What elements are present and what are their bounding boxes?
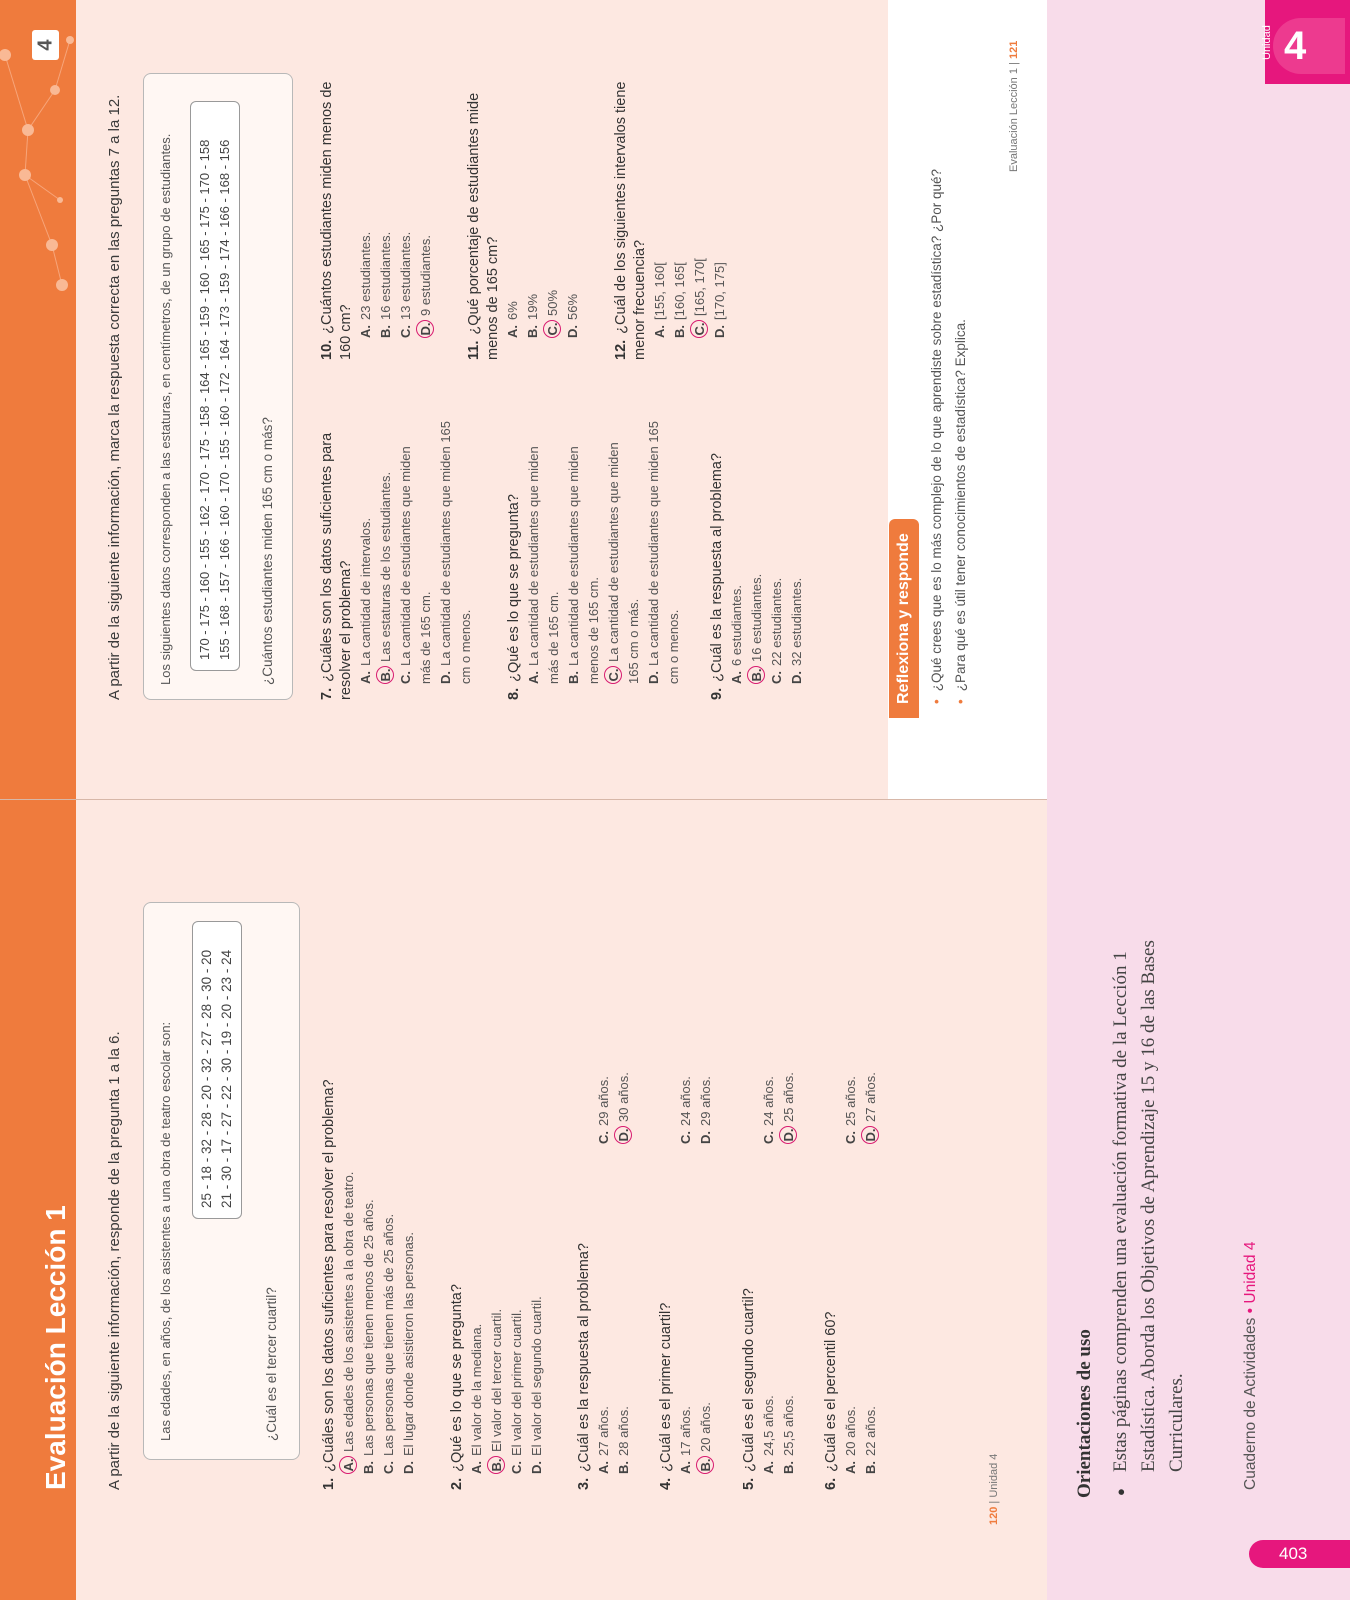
answer-circle-icon: D.: [779, 1126, 797, 1144]
question-7: [318, 420, 476, 700]
option-text: 29 años.: [698, 1076, 713, 1126]
bullet-icon: ●: [1113, 1488, 1128, 1496]
option-letter: C.: [381, 1461, 396, 1474]
answer-circle-icon: D.: [614, 1126, 632, 1144]
right-data-values: [190, 101, 240, 671]
question-text: ¿Cuál es el percentil 60?: [823, 1311, 839, 1472]
option-text: La cantidad de intervalos.: [358, 517, 373, 666]
option-text: La cantidad de estudiantes que miden 165 cm o menos.: [438, 420, 473, 684]
option-letter: B.: [616, 1461, 631, 1474]
option-text: 30 años.: [616, 1072, 631, 1122]
option-letter: A.: [469, 1461, 484, 1474]
question-number: 3.: [576, 1477, 592, 1490]
question-number: 12.: [613, 339, 629, 360]
option-b[interactable]: [861, 1406, 881, 1474]
option-a[interactable]: [339, 890, 359, 1474]
option-b[interactable]: [696, 1402, 716, 1474]
option-text: 25,5 años.: [781, 1395, 796, 1456]
option-text: Las personas que tienen menos de 25 años.: [361, 1199, 376, 1456]
question-5: [740, 890, 801, 1490]
option-text: 16 estudiantes.: [749, 573, 764, 662]
option-text: 17 años.: [678, 1406, 693, 1456]
option-b[interactable]: [376, 80, 396, 338]
option-letter: B.: [781, 1461, 796, 1474]
option-text: [155, 160[: [652, 262, 667, 320]
option-d[interactable]: [779, 1072, 799, 1144]
option-text: El valor del segundo cuartil.: [529, 1296, 544, 1456]
page-121: [0, 0, 1047, 800]
option-d[interactable]: [614, 1072, 634, 1144]
option-text: 19%: [525, 293, 540, 320]
answer-circle-icon: B.: [487, 1456, 505, 1474]
option-b[interactable]: [779, 1395, 799, 1474]
option-b[interactable]: [487, 890, 507, 1474]
question-12: [612, 80, 730, 360]
option-letter: D.: [438, 671, 453, 684]
option-letter: A.: [596, 1461, 611, 1474]
option-letter: C.: [678, 1131, 693, 1144]
option-b[interactable]: [523, 80, 543, 338]
question-9: [708, 420, 807, 700]
question-text: ¿Qué es lo que se pregunta?: [506, 494, 522, 682]
page-number: 403: [1279, 1544, 1308, 1563]
option-letter: A.: [761, 1461, 776, 1474]
option-letter: C.: [769, 671, 784, 684]
option-b[interactable]: [670, 80, 690, 338]
option-d[interactable]: [787, 420, 807, 684]
right-data-question: ¿Cuántos estudiantes miden 165 cm o más?: [260, 417, 275, 685]
option-a[interactable]: [759, 1395, 779, 1474]
option-d[interactable]: [696, 1076, 716, 1144]
option-letter: B.: [672, 325, 687, 338]
option-text: El lugar donde asistieron las personas.: [401, 1231, 416, 1456]
page-number-pill: [1249, 1540, 1350, 1568]
question-3: [575, 890, 636, 1490]
option-letter: B.: [361, 1461, 376, 1474]
option-text: 27 años.: [596, 1406, 611, 1456]
option-d[interactable]: [527, 890, 547, 1474]
option-text: Las edades de los asistentes a la obra de teatro.: [341, 1171, 356, 1452]
option-a[interactable]: [524, 420, 564, 684]
option-letter: D.: [529, 1461, 544, 1474]
option-d[interactable]: [861, 1072, 881, 1144]
question-number: 11.: [466, 340, 482, 360]
option-d[interactable]: [710, 80, 730, 338]
option-a[interactable]: [594, 1406, 614, 1474]
option-text: 6 estudiantes.: [729, 585, 744, 666]
option-c[interactable]: [676, 1076, 696, 1144]
notes-heading: Orientaciones de uso: [1074, 1329, 1095, 1498]
option-text: El valor del tercer cuartil.: [489, 1308, 504, 1452]
option-letter: B.: [863, 1461, 878, 1474]
question-number: 7.: [319, 687, 335, 700]
option-text: La cantidad de estudiantes que miden 165 cm o más.: [606, 442, 641, 684]
option-text: [170, 175]: [712, 262, 727, 320]
right-data-row-2: 155 - 168 - 157 - 166 - 160 - 170 - 155 - 160 - 172 - 164 - 173 - 159 - 174 - 166 - 168 - 156: [217, 139, 232, 660]
answer-circle-icon: B.: [747, 666, 765, 684]
left-data-lead: Las edades, en años, de los asistentes a una obra de teatro escolar son:: [158, 1021, 173, 1441]
option-a[interactable]: [676, 1406, 696, 1474]
reflexiona-title: Reflexiona y responde: [889, 519, 919, 718]
question-text: ¿Cuál de los siguientes intervalos tiene menor frecuencia?: [613, 81, 648, 360]
option-a[interactable]: [650, 80, 670, 338]
reflexiona-item-text: ¿Para qué es útil tener conocimientos de estadística? Explica.: [953, 319, 968, 692]
answer-circle-icon: C.: [604, 666, 622, 684]
unit-badge-number: 4: [1284, 24, 1307, 68]
option-text: 6%: [505, 301, 520, 320]
question-number: 9.: [709, 687, 725, 700]
notes-line: Curriculares.: [1166, 1373, 1187, 1472]
question-text: ¿Cuál es el segundo cuartil?: [741, 1288, 757, 1472]
notes-bullet: [1107, 940, 1191, 1472]
left-data-question: ¿Cuál es el tercer cuartil?: [264, 1287, 279, 1441]
right-data-lead: Los siguientes datos corresponden a las estaturas, en centímetros, de un grupo de estudiantes.: [158, 133, 173, 685]
option-d[interactable]: [436, 420, 476, 684]
page-title: Evaluación Lección 1: [40, 1205, 71, 1490]
unit-label: Unidad 4: [1242, 1241, 1259, 1304]
page-footer-label: Unidad 4: [988, 1453, 1000, 1498]
question-1: [320, 890, 419, 1490]
bullet-icon: •: [929, 699, 944, 704]
option-text: 27 años.: [863, 1072, 878, 1122]
page-footer-left: 120 | Unidad 4: [988, 1453, 1000, 1525]
option-a[interactable]: [356, 80, 376, 338]
option-letter: D.: [698, 1131, 713, 1144]
option-text: 20 años.: [698, 1402, 713, 1452]
question-number: 10.: [319, 339, 335, 360]
option-text: La cantidad de estudiantes que miden 165 cm o menos.: [646, 420, 681, 684]
option-d[interactable]: [563, 80, 583, 338]
strip-unit-number: 4: [34, 39, 57, 51]
question-10: [318, 80, 436, 360]
answer-circle-icon: C.: [690, 320, 708, 338]
option-a[interactable]: [467, 890, 487, 1474]
bullet-icon: •: [953, 699, 968, 704]
option-c[interactable]: [690, 80, 710, 338]
teacher-notes-panel: [1047, 0, 1350, 1600]
option-a[interactable]: [356, 420, 376, 684]
book-title: Cuaderno de Actividades: [1242, 1317, 1259, 1490]
question-11: [465, 80, 583, 360]
option-text: 16 estudiantes.: [378, 231, 393, 320]
option-c[interactable]: [594, 1076, 614, 1144]
reflexiona-list: [925, 4, 973, 704]
option-letter: D.: [712, 325, 727, 338]
option-letter: D.: [789, 671, 804, 684]
answer-circle-icon: D.: [416, 320, 434, 338]
option-letter: B.: [566, 671, 581, 684]
option-text: 29 años.: [596, 1076, 611, 1126]
left-data-box: [143, 902, 300, 1460]
reflexiona-item: [949, 4, 973, 704]
option-d[interactable]: [416, 80, 436, 338]
option-letter: C.: [398, 671, 413, 684]
option-text: 24 años.: [761, 1076, 776, 1126]
option-letter: C.: [509, 1461, 524, 1474]
option-text: 28 años.: [616, 1406, 631, 1456]
option-letter: D.: [565, 325, 580, 338]
option-letter: A.: [652, 325, 667, 338]
option-text: El valor de la mediana.: [469, 1323, 484, 1456]
left-data-values: [192, 921, 242, 1219]
reflexiona-item-text: ¿Qué crees que es lo más complejo de lo que aprendiste sobre estadística? ¿Por qué?: [929, 168, 944, 692]
option-text: La cantidad de estudiantes que miden más de 165 cm.: [398, 446, 433, 684]
option-letter: B.: [525, 325, 540, 338]
option-c[interactable]: [604, 420, 644, 684]
option-d[interactable]: [399, 890, 419, 1474]
page-number: 120: [988, 1506, 1000, 1525]
option-c[interactable]: [379, 890, 399, 1474]
right-data-box: [143, 73, 293, 700]
option-c[interactable]: [396, 420, 436, 684]
question-text: ¿Qué es lo que se pregunta?: [449, 1284, 465, 1472]
right-intro: A partir de la siguiente información, marca la respuesta correcta en las preguntas 7 a la 12.: [106, 94, 123, 700]
question-text: ¿Cuál es la respuesta al problema?: [576, 1243, 592, 1472]
option-text: 24,5 años.: [761, 1395, 776, 1456]
option-b[interactable]: [747, 420, 767, 684]
question-number: 1.: [321, 1477, 337, 1490]
option-c[interactable]: [759, 1076, 779, 1144]
option-text: 50%: [545, 289, 560, 316]
option-b[interactable]: [614, 1406, 634, 1474]
question-text: ¿Qué porcentaje de estudiantes mide menos de 165 cm?: [466, 92, 501, 360]
option-text: 56%: [565, 293, 580, 320]
question-text: ¿Cuáles son los datos suficientes para resolver el problema?: [321, 1079, 337, 1472]
option-b[interactable]: [564, 420, 604, 684]
question-2: [448, 890, 547, 1490]
option-letter: C.: [596, 1131, 611, 1144]
right-data-row-1: 170 - 175 - 160 - 155 - 162 - 170 - 175 - 158 - 164 - 165 - 159 - 160 - 165 - 175 - 170 - 158: [197, 139, 212, 660]
option-text: 32 estudiantes.: [789, 577, 804, 666]
option-a[interactable]: [503, 80, 523, 338]
question-text: ¿Cuáles son los datos suficientes para resolver el problema?: [319, 432, 354, 700]
option-c[interactable]: [543, 80, 563, 338]
question-text: ¿Cuál es el primer cuartil?: [658, 1302, 674, 1472]
option-text: 25 años.: [843, 1076, 858, 1126]
option-text: 20 años.: [843, 1406, 858, 1456]
separator: •: [1242, 1307, 1259, 1314]
option-letter: A.: [358, 671, 373, 684]
question-text: ¿Cuántos estudiantes miden menos de 160 cm?: [319, 81, 354, 360]
answer-circle-icon: C.: [543, 320, 561, 338]
option-text: [160, 165[: [672, 262, 687, 320]
left-intro: A partir de la siguiente información, responde de la pregunta 1 a la 6.: [106, 1031, 123, 1490]
option-text: La cantidad de estudiantes que miden más de 165 cm.: [526, 446, 561, 684]
reflexiona-item: [925, 4, 949, 704]
answer-circle-icon: A.: [339, 1456, 357, 1474]
notes-footer: [1242, 1242, 1260, 1490]
page-footer-right: Evaluación Lección 1 | 121: [1008, 40, 1020, 172]
option-d[interactable]: [644, 420, 684, 684]
option-letter: D.: [401, 1461, 416, 1474]
answer-circle-icon: B.: [696, 1456, 714, 1474]
option-c[interactable]: [767, 420, 787, 684]
question-number: 5.: [741, 1477, 757, 1490]
option-letter: D.: [646, 671, 661, 684]
option-a[interactable]: [727, 420, 747, 684]
notes-line: Estas páginas comprenden una evaluación formativa de la Lección 1: [1110, 951, 1131, 1472]
question-number: 6.: [823, 1477, 839, 1490]
option-text: 24 años.: [678, 1076, 693, 1126]
option-text: Las personas que tienen más de 25 años.: [381, 1213, 396, 1456]
option-text: [165, 170[: [692, 258, 707, 316]
page-120: [0, 800, 1047, 1600]
option-text: 13 estudiantes.: [398, 231, 413, 320]
page-number: 121: [1008, 40, 1020, 60]
option-text: El valor del primer cuartil.: [509, 1309, 524, 1456]
question-text: ¿Cuál es la respuesta al problema?: [709, 453, 725, 682]
question-8: [505, 420, 684, 700]
unit-badge-label: Unidad: [1261, 25, 1273, 60]
notes-line: Estadística. Aborda los Objetivos de Aprendizaje 15 y 16 de las Bases: [1138, 940, 1159, 1472]
option-a[interactable]: [841, 1406, 861, 1474]
answer-circle-icon: D.: [861, 1126, 879, 1144]
option-letter: B.: [378, 325, 393, 338]
option-letter: A.: [843, 1461, 858, 1474]
option-letter: A.: [729, 671, 744, 684]
question-4: [657, 890, 718, 1490]
option-text: 25 años.: [781, 1072, 796, 1122]
option-letter: A.: [526, 671, 541, 684]
option-c[interactable]: [841, 1076, 861, 1144]
answer-circle-icon: B.: [376, 666, 394, 684]
question-number: 8.: [506, 687, 522, 700]
option-text: Las estaturas de los estudiantes.: [378, 471, 393, 662]
question-number: 2.: [449, 1477, 465, 1490]
option-text: La cantidad de estudiantes que miden menos de 165 cm.: [566, 446, 601, 684]
option-letter: C.: [761, 1131, 776, 1144]
option-letter: C.: [843, 1131, 858, 1144]
option-letter: A.: [358, 325, 373, 338]
option-b[interactable]: [359, 890, 379, 1474]
option-text: 22 estudiantes.: [769, 577, 784, 666]
option-b[interactable]: [376, 420, 396, 684]
left-data-row-2: 21 - 30 - 17 - 27 - 22 - 30 - 19 - 20 - 23 - 24: [219, 949, 234, 1208]
option-c[interactable]: [396, 80, 416, 338]
option-letter: A.: [505, 325, 520, 338]
option-letter: A.: [678, 1461, 693, 1474]
option-text: 22 años.: [863, 1406, 878, 1456]
left-data-row-1: 25 - 18 - 32 - 28 - 20 - 32 - 27 - 28 - 30 - 20: [199, 949, 214, 1208]
question-number: 4.: [658, 1477, 674, 1490]
page-footer-label: Evaluación Lección 1: [1008, 68, 1020, 172]
option-c[interactable]: [507, 890, 527, 1474]
option-letter: C.: [398, 325, 413, 338]
option-text: 23 estudiantes.: [358, 231, 373, 320]
question-6: [822, 890, 883, 1490]
option-text: 9 estudiantes.: [418, 235, 433, 316]
